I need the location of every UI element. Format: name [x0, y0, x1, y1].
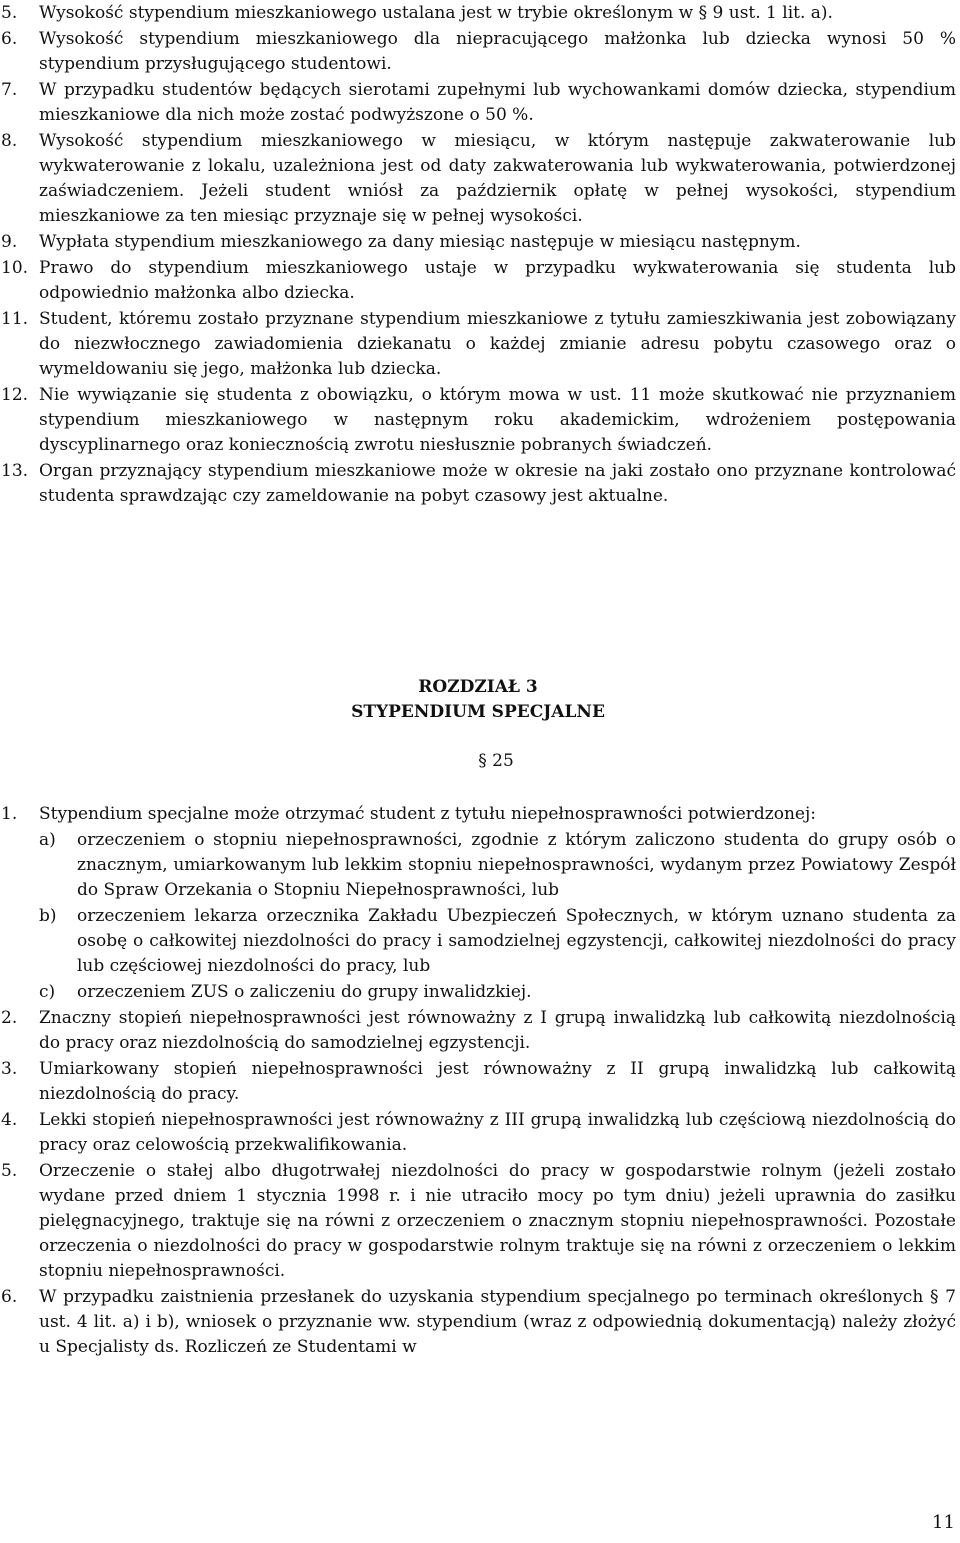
item-text: Wysokość stypendium mieszkaniowego ustalana jest w trybie określonym w § 9 ust. 1 lit. a).: [39, 3, 833, 23]
sub-item-text: orzeczeniem o stopniu niepełnosprawności, zgodnie z którym zaliczono studenta do grupy osób o znacznym, umiarkowanym lub lekkim stopniu niepełnosprawności, wydanym przez Powiatowy Zespół do Spraw Orzekania o Stopniu Niepełnosprawności, lub: [77, 830, 956, 900]
list-item: [1, 129, 956, 229]
page-number: 11: [932, 1512, 955, 1533]
item-text: Organ przyznający stypendium mieszkaniowe może w okresie na jaki zostało ono przyznane kontrolować studenta sprawdzając czy zameldowanie na pobyt czasowy jest aktualne.: [39, 461, 956, 506]
item-number: 4.: [1, 1110, 18, 1130]
item-number: 11.: [1, 309, 29, 329]
item-text: Student, któremu zostało przyznane stypendium mieszkaniowe z tytułu zamieszkiwania jest zobowiązany do niezwłocznego zawiadomienia dziekanatu o każdej zmianie adresu pobytu czasowego oraz o wymeldowaniu się jego, małżonka lub dziecka.: [39, 309, 956, 379]
item-text: Znaczny stopień niepełnosprawności jest równoważny z I grupą inwalidzką lub całkowitą niezdolnością do pracy oraz niezdolnością do samodzielnej egzystencji.: [39, 1008, 956, 1053]
sub-item-text: orzeczeniem ZUS o zaliczeniu do grupy inwalidzkiej.: [77, 982, 532, 1002]
list-item: [1, 230, 956, 255]
list-item: [1, 78, 956, 128]
list-item: [1, 27, 956, 77]
item-number: 7.: [1, 80, 18, 100]
list-item: [1, 256, 956, 306]
list-item: [1, 383, 956, 458]
item-text: Lekki stopień niepełnosprawności jest równoważny z III grupą inwalidzką lub częściową niezdolnością do pracy oraz celowością przekwalifikowania.: [39, 1110, 956, 1155]
item-text: W przypadku zaistnienia przesłanek do uzyskania stypendium specjalnego po terminach określonych § 7 ust. 4 lit. a) i b), wniosek o przyznanie ww. stypendium (wraz z odpowiednią dokumentacją) należy złożyć u Specjalisty ds. Rozliczeń ze Studentami w: [39, 1287, 956, 1357]
item-number: 1.: [1, 804, 18, 824]
item-number: 10.: [1, 258, 29, 278]
list-section-top: [1, 1, 956, 509]
item-text: Nie wywiązanie się studenta z obowiązku, o którym mowa w ust. 11 może skutkować nie przyznaniem stypendium mieszkaniowego w następnym roku akademickim, wdrożeniem postępowania dyscyplinarnego oraz koniecznością zwrotu niesłusznie pobranych świadczeń.: [39, 385, 956, 455]
item-text: Wypłata stypendium mieszkaniowego za dany miesiąc następuje w miesiącu następnym.: [39, 232, 801, 252]
list-item: [1, 1057, 956, 1107]
sub-item: [39, 904, 956, 979]
chapter-heading: [0, 675, 958, 725]
item-text: Wysokość stypendium mieszkaniowego dla niepracującego małżonka lub dziecka wynosi 50 % stypendium przysługującego studentowi.: [39, 29, 956, 74]
sub-item-text: orzeczeniem lekarza orzecznika Zakładu Ubezpieczeń Społecznych, w którym uznano studenta za osobę o całkowitej niezdolności do pracy i samodzielnej egzystencji, całkowitej niezdolności do pracy lub częściowej niezdolności do pracy, lub: [77, 906, 956, 976]
item-text: Prawo do stypendium mieszkaniowego ustaje w przypadku wykwaterowania się studenta lub odpowiednio małżonka albo dziecka.: [39, 258, 956, 303]
item-number: 2.: [1, 1008, 18, 1028]
list-item: [1, 1108, 956, 1158]
paragraph-number: § 25: [478, 751, 514, 771]
item-text: W przypadku studentów będących sierotami zupełnymi lub wychowankami domów dziecka, stypendium mieszkaniowe dla nich może zostać podwyższone o 50 %.: [39, 80, 956, 125]
item-number: 6.: [1, 1287, 18, 1307]
list-item: [1, 1006, 956, 1056]
item-text: Orzeczenie o stałej albo długotrwałej niezdolności do pracy w gospodarstwie rolnym (jeżeli zostało wydane przed dniem 1 stycznia 1998 r. i nie utraciło mocy po tym dniu) jeżeli uprawnia do zasiłku pielęgnacyjnego, traktuje się na równi z orzeczeniem o znacznym stopniu niepełnosprawności. Pozostałe orzeczenia o niezdolności do pracy w gospodarstwie rolnym traktuje się na równi z orzeczeniem o lekkim stopniu niepełnosprawności.: [39, 1161, 956, 1281]
sub-item-letter: b): [39, 906, 57, 926]
item-number: 6.: [1, 29, 18, 49]
list-item: [1, 307, 956, 382]
item-text: Umiarkowany stopień niepełnosprawności jest równoważny z II grupą inwalidzką lub całkowitą niezdolnością do pracy.: [39, 1059, 956, 1104]
list-item: [1, 1159, 956, 1284]
list-item: [1, 1285, 956, 1360]
item-number: 5.: [1, 3, 18, 23]
item-text: Stypendium specjalne może otrzymać student z tytułu niepełnosprawności potwierdzonej:: [39, 804, 816, 824]
item-text: Wysokość stypendium mieszkaniowego w miesiącu, w którym następuje zakwaterowanie lub wykwaterowanie z lokalu, uzależniona jest od daty zakwaterowania lub wykwaterowania, potwierdzonej zaświadczeniem. Jeżeli student wniósł za październik opłatę w pełnej wysokości, stypendium mieszkaniowe za ten miesiąc przyznaje się w pełnej wysokości.: [39, 131, 956, 226]
sub-item: [39, 980, 956, 1005]
list-section-bottom: [1, 802, 956, 1360]
list-item: [1, 802, 956, 827]
chapter-number: ROZDZIAŁ 3: [418, 677, 538, 697]
item-number: 12.: [1, 385, 29, 405]
item-number: 5.: [1, 1161, 18, 1181]
list-item: [1, 459, 956, 509]
item-number: 9.: [1, 232, 18, 252]
chapter-title: STYPENDIUM SPECJALNE: [351, 702, 605, 722]
item-number: 8.: [1, 131, 18, 151]
sub-item: [39, 828, 956, 903]
item-number: 3.: [1, 1059, 18, 1079]
list-item: [1, 1, 956, 26]
item-number: 13.: [1, 461, 29, 481]
sub-item-letter: c): [39, 982, 56, 1002]
sub-item-letter: a): [39, 830, 56, 850]
